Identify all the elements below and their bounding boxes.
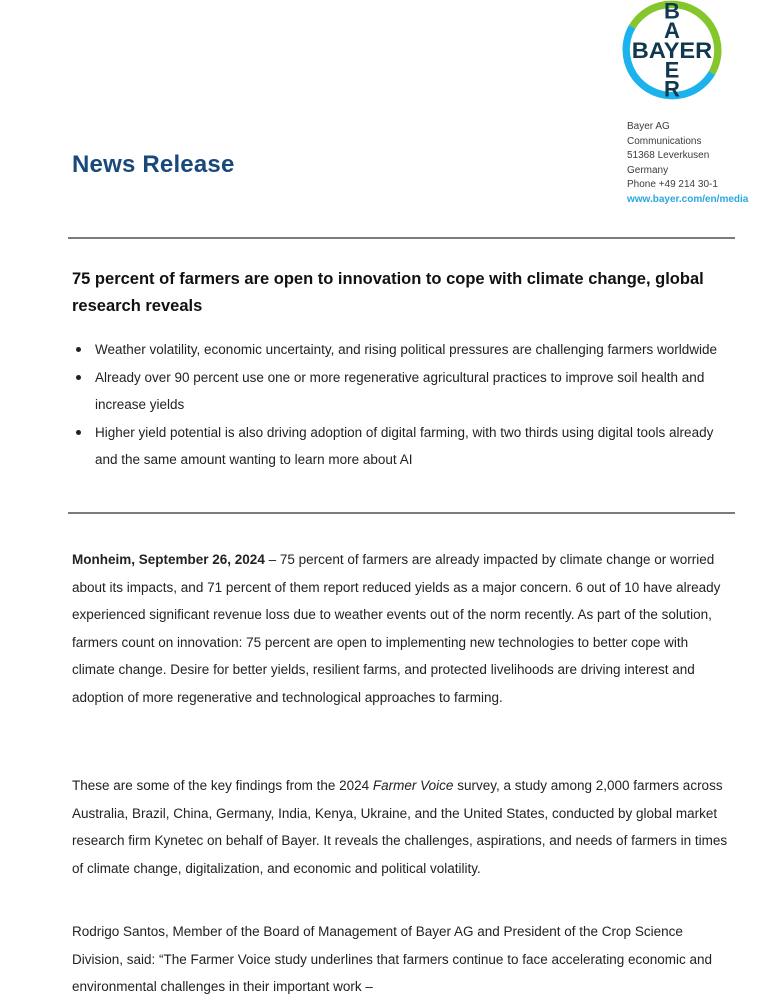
contact-line-postal: 51368 Leverkusen xyxy=(627,150,710,161)
list-item-text: Higher yield potential is also driving adoption of digital farming, with two thirds using digital tools already and the same amount wanting to learn more about AI xyxy=(95,424,714,467)
logo-vertical-letter-e: E xyxy=(664,57,680,83)
divider-top xyxy=(68,237,735,239)
dateline-bold: Monheim, September 26, 2024 xyxy=(72,552,265,567)
contact-line-department: Communications xyxy=(627,135,702,147)
key-findings-list xyxy=(72,336,732,474)
bayer-logo xyxy=(621,0,723,100)
paragraph-text: survey, a study among 2,000 farmers across Australia, Brazil, China, Germany, India, Kenya, Ukraine, and the United States, conducted by global market research firm Kynetec on behalf of Bayer. It reveals the challenges, aspirations, and needs of farmers in times of climate change, digitalization, and economic and political volatility. xyxy=(72,778,728,876)
list-item-text: Already over 90 percent use one or more regenerative agricultural practices to improve soil health and increase yields xyxy=(95,369,705,412)
contact-block xyxy=(627,120,748,207)
logo-vertical-letter-r: R xyxy=(664,76,680,100)
logo-vertical-letter-b: B xyxy=(664,0,680,24)
list-item xyxy=(72,364,732,419)
bullet-icon xyxy=(76,375,81,380)
contact-line-company: Bayer AG xyxy=(627,121,670,132)
logo-vertical-letter-a: A xyxy=(664,18,680,44)
body-paragraph-dateline xyxy=(72,546,732,711)
list-item xyxy=(72,336,732,364)
page-title: News Release xyxy=(72,151,235,178)
body-paragraph-quote xyxy=(72,918,732,1000)
paragraph-text: – 75 percent of farmers are already impacted by climate change or worried about its impacts, and 71 percent of them report reduced yields as a major concern. 6 out of 10 have already experienced significant revenue loss due to weather events out of the norm recently. As part of the solution, farmers count on innovation: 75 percent are open to implementing new technologies to better cope with climate change. Desire for better yields, resilient farms, and protected livelihoods are driving interest and adoption of more regenerative and technological approaches to farming. xyxy=(72,552,721,705)
paragraph-text: Rodrigo Santos, Member of the Board of Management of Bayer AG and President of the Crop Science Division, said: “The Farmer Voice study underlines that farmers continue to face accelerating economic and environmental challenges in their important work – xyxy=(72,924,713,994)
list-item-text: Weather volatility, economic uncertainty, and rising political pressures are challenging farmers worldwide xyxy=(95,342,718,357)
media-website-link[interactable]: www.bayer.com/en/media xyxy=(627,193,749,205)
bullet-icon xyxy=(76,347,81,352)
survey-name-italic: Farmer Voice xyxy=(372,778,454,793)
paragraph-text: These are some of the key findings from the 2024 xyxy=(72,778,373,793)
contact-line-country: Germany xyxy=(627,164,669,176)
logo-word-bayer: BAYER xyxy=(631,37,713,63)
contact-line-phone: Phone +49 214 30-1 xyxy=(627,179,718,190)
article-headline: 75 percent of farmers are open to innovation to cope with climate change, global research reveals xyxy=(72,270,704,315)
divider-middle xyxy=(68,512,735,514)
body-paragraph-survey xyxy=(72,772,732,882)
list-item xyxy=(72,419,732,474)
bullet-icon xyxy=(76,430,81,435)
